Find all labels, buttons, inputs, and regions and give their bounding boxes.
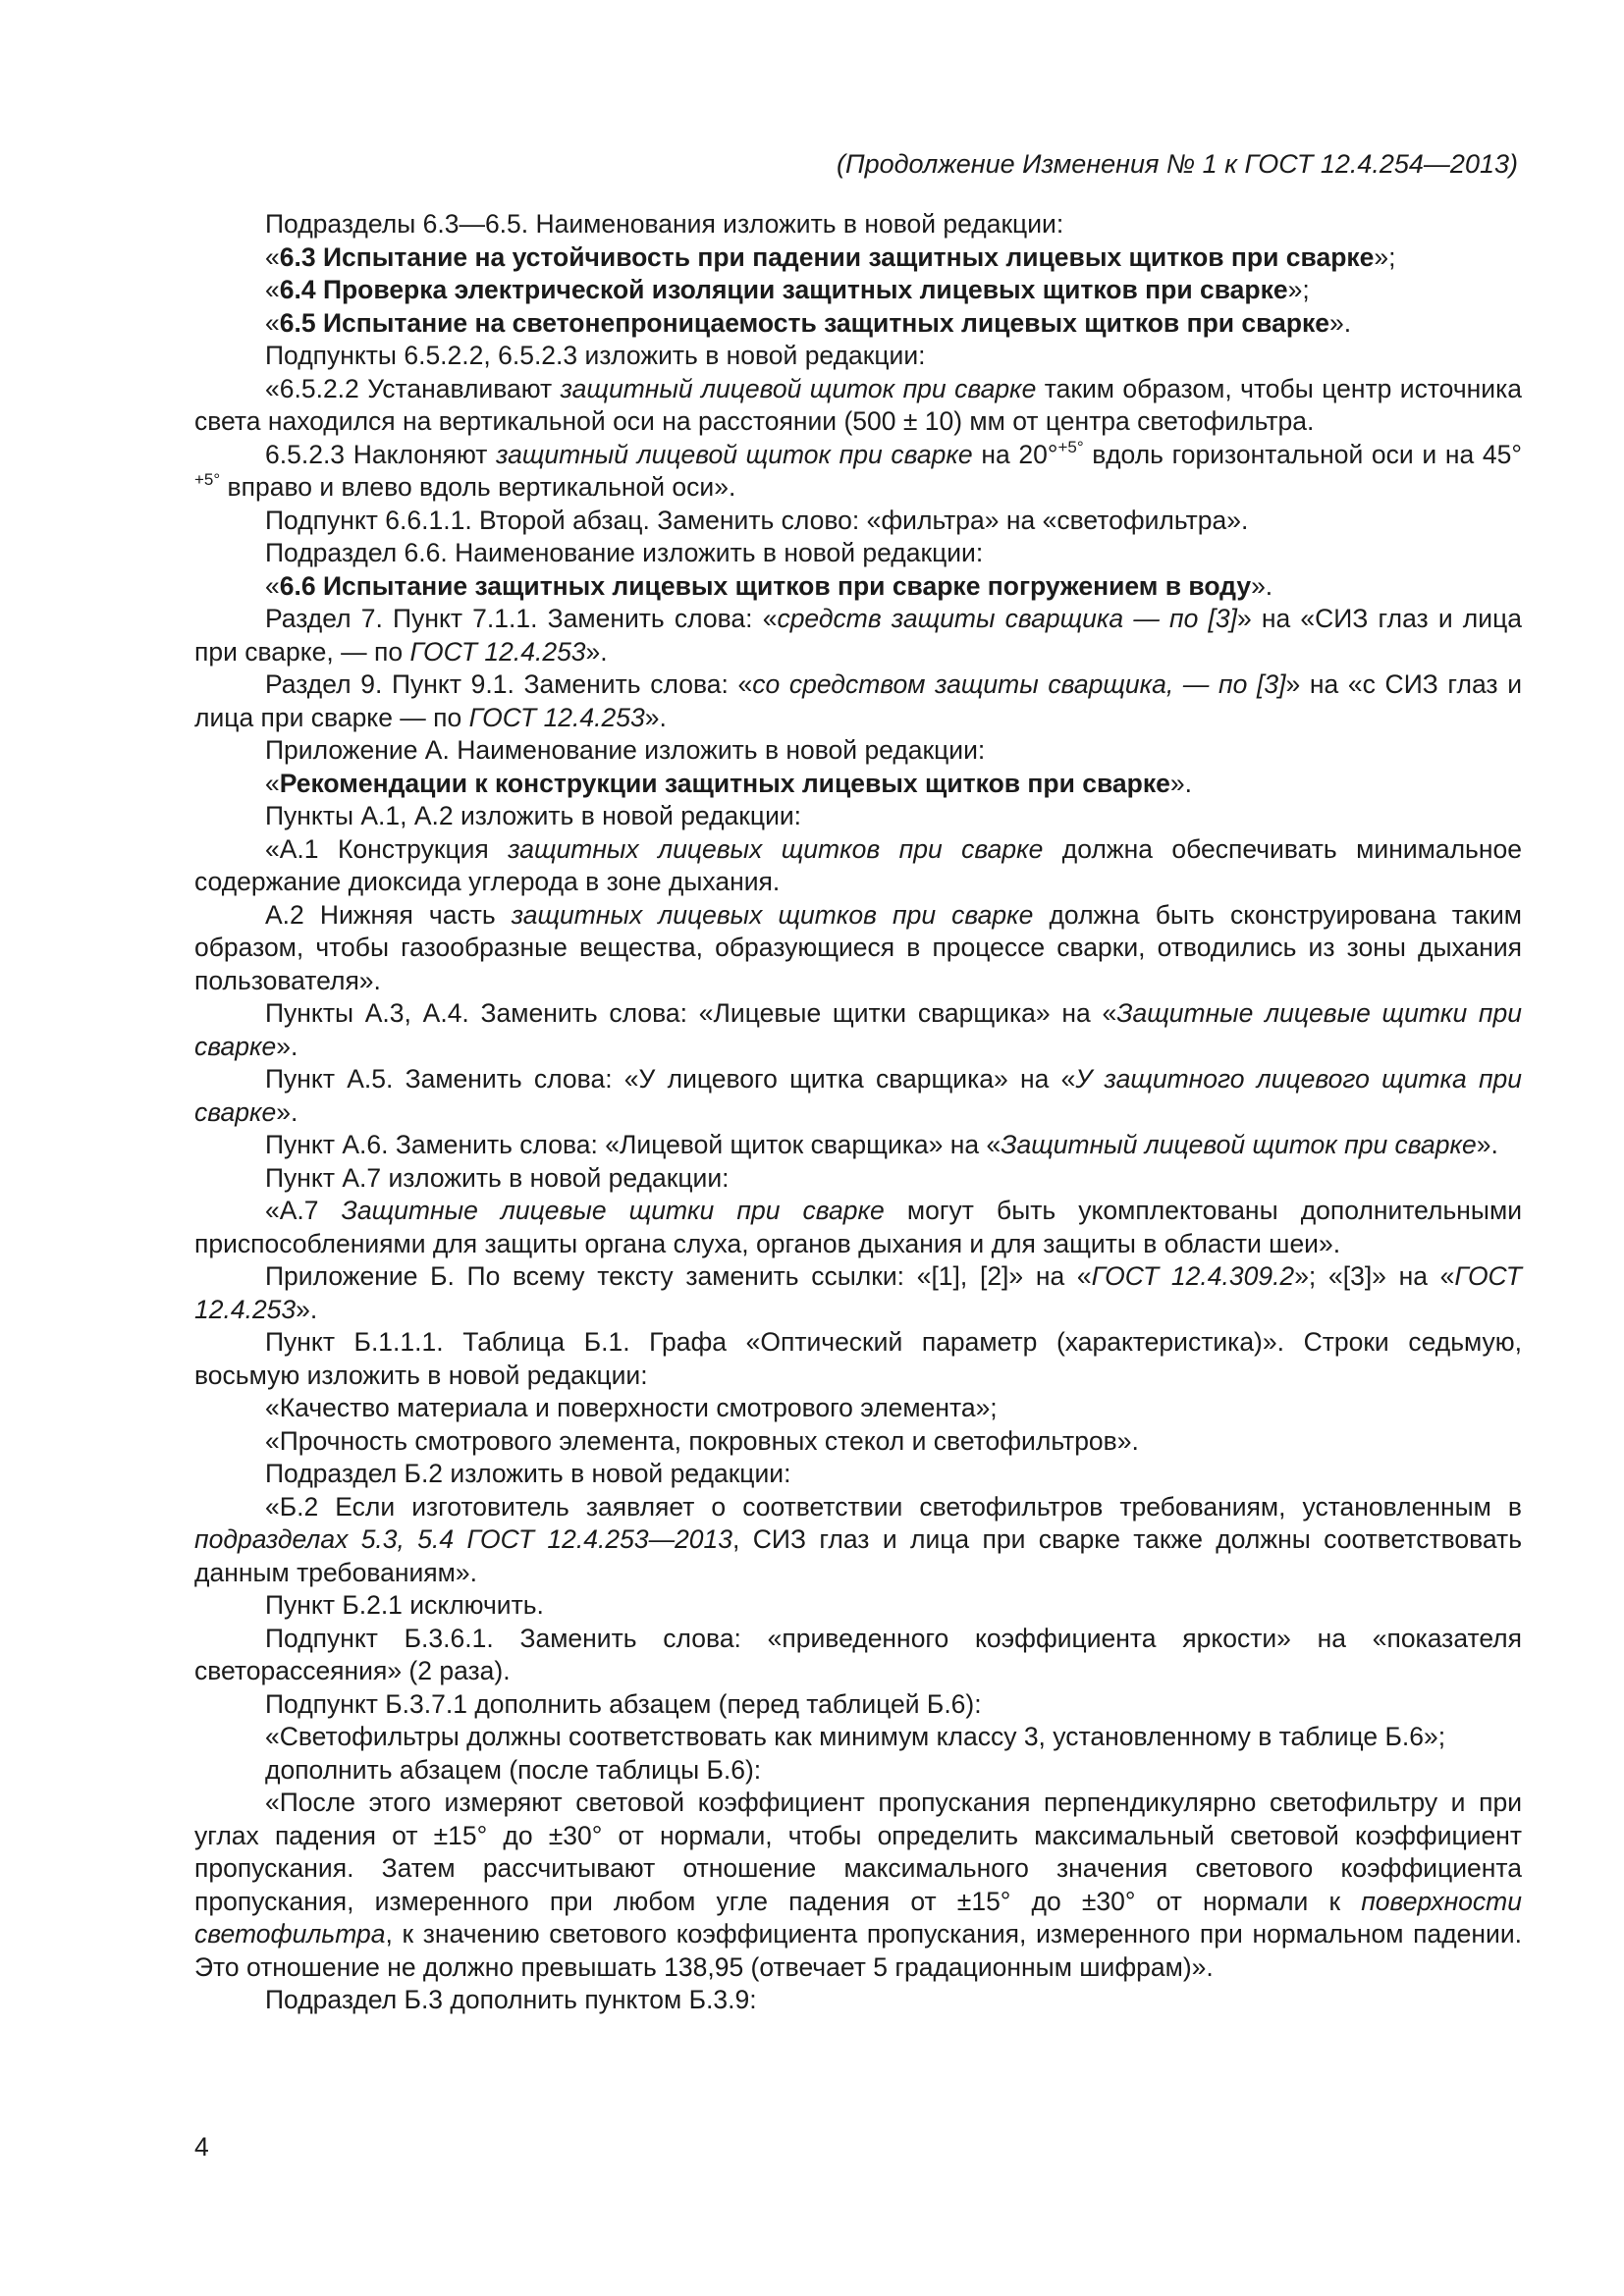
italic-text: Защитные лицевые щитки при сварке — [194, 998, 1522, 1061]
italic-text: У защитного лицевого щитка при сварке — [194, 1064, 1523, 1127]
paragraph — [194, 1787, 1522, 1984]
paragraph — [194, 668, 1522, 734]
italic-text: со средством защиты сварщика, — по [3] — [752, 669, 1286, 699]
bold-text: 6.3 Испытание на устойчивость при падении защитных лицевых щитков при сварке — [279, 241, 1375, 272]
paragraph — [194, 1491, 1522, 1590]
paragraph — [194, 1326, 1522, 1392]
text-run: « — [265, 307, 280, 338]
paragraph — [194, 241, 1522, 275]
text-run: ». — [1251, 570, 1273, 601]
text-run: Приложение Б. По всему тексту заменить ссылки: «[1], [2]» на « — [265, 1261, 1092, 1291]
text-run: « — [265, 570, 280, 601]
text-run: Пункт Б.2.1 исключить. — [265, 1590, 544, 1620]
text-run: Подраздел Б.2 изложить в новой редакции: — [265, 1459, 791, 1488]
text-run: «А.7 — [265, 1196, 342, 1225]
superscript: +5° — [194, 470, 221, 489]
text-run: Приложение А. Наименование изложить в новой редакции: — [265, 735, 986, 765]
text-run: Подраздел 6.6. Наименование изложить в новой редакции: — [265, 538, 984, 567]
text-run: 6.5.2.3 Наклоняют — [265, 439, 497, 469]
text-run: »; «[3]» на « — [1294, 1261, 1455, 1291]
paragraph — [194, 1623, 1522, 1688]
paragraph — [194, 997, 1522, 1063]
text-run: Раздел 7. Пункт 7.1.1. Заменить слова: « — [265, 604, 778, 633]
bold-text: 6.6 Испытание защитных лицевых щитков при сварке погружением в воду — [279, 570, 1252, 601]
text-run: « — [265, 275, 280, 304]
text-run: Пункт А.5. Заменить слова: «У лицевого щитка сварщика» на « — [265, 1064, 1076, 1094]
paragraph — [194, 800, 1522, 833]
bold-text: Рекомендации к конструкции защитных лицевых щитков при сварке — [279, 768, 1170, 798]
text-run: «После этого измеряют световой коэффициент пропускания перпендикулярно светофильтру и при углах падения от ±15° до ±30° от нормали, чтобы определить максимальный световой коэффициент пропускания. Затем рассчитывают отношение максимального значения светового коэффициента пропускания, измеренного при любом угле падения от ±15° до ±30° от нормали к — [194, 1788, 1522, 1916]
paragraph — [194, 1195, 1522, 1260]
paragraph — [194, 768, 1522, 801]
text-run: Пункт А.6. Заменить слова: «Лицевой щиток сварщика» на « — [265, 1130, 1001, 1159]
paragraph — [194, 734, 1522, 768]
text-run: » на «СИЗ глаз и лица при сварке, — по — [194, 604, 1522, 667]
paragraph — [194, 1688, 1522, 1722]
text-run: Раздел 9. Пункт 9.1. Заменить слова: « — [265, 669, 753, 699]
paragraph — [194, 603, 1522, 668]
italic-text: подразделах 5.3, 5.4 ГОСТ 12.4.253—2013 — [194, 1524, 733, 1554]
text-run: Пункт А.7 изложить в новой редакции: — [265, 1162, 730, 1193]
text-run: ». — [296, 1294, 318, 1324]
paragraph — [194, 1392, 1522, 1425]
text-run: могут быть укомплектованы дополнительными приспособлениями для защиты органа слуха, органов дыхания и для защиты в области шеи». — [194, 1196, 1522, 1258]
italic-text: Защитные лицевые щитки при сварке — [341, 1196, 885, 1225]
paragraph — [194, 340, 1522, 373]
italic-text: защитных лицевых щитков при сварке — [511, 899, 1034, 930]
text-run: , к значению светового коэффициента пропускания, измеренного при нормальном падении. Это отношение не должно превышать 138,95 (отвечает 5 градационным шифрам)». — [194, 1919, 1522, 1982]
text-run: «Прочность смотрового элемента, покровных стекол и светофильтров». — [265, 1425, 1139, 1456]
text-run: дополнить абзацем (после таблицы Б.6): — [265, 1754, 762, 1785]
paragraph — [194, 1984, 1522, 2017]
bold-text: 6.4 Проверка электрической изоляции защитных лицевых щитков при сварке — [279, 275, 1288, 304]
running-header: (Продолжение Изменения № 1 к ГОСТ 12.4.254—2013) — [837, 149, 1518, 179]
text-run: ». — [276, 1031, 298, 1061]
italic-text: поверхности светофильтра — [194, 1886, 1522, 1949]
document-body — [194, 208, 1522, 2017]
text-run: на 20° — [972, 439, 1058, 469]
text-run: ». — [276, 1096, 298, 1127]
text-run: А.2 Нижняя часть — [265, 899, 512, 930]
paragraph — [194, 208, 1522, 241]
text-run: вправо и влево вдоль вертикальной оси». — [220, 472, 736, 502]
text-run: ». — [644, 702, 667, 732]
paragraph — [194, 1754, 1522, 1788]
text-run: Пункт Б.1.1.1. Таблица Б.1. Графа «Оптический параметр (характеристика)». Строки седьмую, восьмую изложить в новой редакции: — [194, 1327, 1522, 1390]
superscript: +5° — [1057, 437, 1084, 456]
text-run: должна быть сконструирована таким образом, чтобы газообразные вещества, образующиеся в процессе сварки, отводились из зоны дыхания пользователя». — [194, 899, 1522, 995]
text-run: «Б.2 Если изготовитель заявляет о соответствии светофильтров требованиям, установленным в — [265, 1491, 1522, 1522]
text-run: Подпункт Б.3.6.1. Заменить слова: «приведенного коэффициента яркости» на «показателя светорассеяния» (2 раза). — [194, 1623, 1522, 1685]
italic-text: Защитный лицевой щиток при сварке — [1001, 1130, 1477, 1159]
text-run: Пункты А.1, А.2 изложить в новой редакции: — [265, 801, 802, 830]
text-run: »; — [1374, 241, 1396, 272]
paragraph — [194, 1260, 1522, 1326]
paragraph — [194, 439, 1522, 505]
italic-text: защитных лицевых щитков при сварке — [508, 833, 1044, 864]
paragraph — [194, 274, 1522, 307]
text-run: «А.1 Конструкция — [265, 833, 509, 864]
italic-text: ГОСТ 12.4.253 — [409, 636, 586, 667]
text-run: «Качество материала и поверхности смотрового элемента»; — [265, 1393, 998, 1422]
text-run: « — [265, 241, 280, 272]
text-run: Подпункты 6.5.2.2, 6.5.2.3 изложить в новой редакции: — [265, 341, 926, 370]
text-run: ». — [1329, 307, 1352, 338]
paragraph — [194, 373, 1522, 439]
italic-text: ГОСТ 12.4.253 — [468, 702, 645, 732]
text-run: , СИЗ глаз и лица при сварке также должны соответствовать данным требованиям». — [194, 1524, 1522, 1587]
paragraph — [194, 1162, 1522, 1196]
paragraph — [194, 1721, 1522, 1754]
text-run: ». — [1169, 768, 1192, 798]
text-run: «Светофильтры должны соответствовать как минимум классу 3, установленному в таблице Б.6»; — [265, 1722, 1446, 1751]
text-run: Подпункт 6.6.1.1. Второй абзац. Заменить слово: «фильтра» на «светофильтра». — [265, 505, 1249, 535]
text-run: »; — [1287, 275, 1310, 304]
text-run: «6.5.2.2 Устанавливают — [265, 373, 561, 403]
italic-text: ГОСТ 12.4.253 — [194, 1261, 1522, 1324]
paragraph — [194, 1063, 1522, 1129]
italic-text: средств защиты сварщика — по [3] — [777, 604, 1237, 633]
text-run: Подразделы 6.3—6.5. Наименования изложить в новой редакции: — [265, 209, 1064, 239]
text-run: вдоль горизонтальной оси и на 45° — [1083, 439, 1522, 469]
paragraph — [194, 1425, 1522, 1459]
text-run: Подпункт Б.3.7.1 дополнить абзацем (перед таблицей Б.6): — [265, 1688, 982, 1719]
italic-text: защитный лицевой щиток при сварке — [560, 373, 1037, 403]
bold-text: 6.5 Испытание на светонепроницаемость защитных лицевых щитков при сварке — [279, 307, 1330, 338]
text-run: таким образом, чтобы центр источника света находился на вертикальной оси на расстоянии (500 ± 10) мм от центра светофильтра. — [194, 373, 1522, 436]
text-run: » на «с СИЗ глаз и лица при сварке — по — [194, 669, 1522, 732]
italic-text: защитный лицевой щиток при сварке — [496, 439, 973, 469]
paragraph — [194, 505, 1522, 538]
text-run: Пункты А.3, А.4. Заменить слова: «Лицевые щитки сварщика» на « — [265, 998, 1117, 1028]
text-run: « — [265, 768, 280, 798]
paragraph — [194, 899, 1522, 998]
page-number: 4 — [194, 2132, 209, 2162]
text-run: ». — [585, 636, 608, 667]
paragraph — [194, 537, 1522, 570]
paragraph — [194, 570, 1522, 604]
paragraph — [194, 1129, 1522, 1162]
text-run: ». — [1476, 1130, 1498, 1159]
italic-text: ГОСТ 12.4.309.2 — [1091, 1261, 1295, 1291]
paragraph — [194, 307, 1522, 341]
text-run: должна обеспечивать минимальное содержание диоксида углерода в зоне дыхания. — [194, 833, 1522, 896]
paragraph — [194, 1589, 1522, 1623]
paragraph — [194, 1458, 1522, 1491]
text-run: Подраздел Б.3 дополнить пунктом Б.3.9: — [265, 1985, 757, 2014]
paragraph — [194, 833, 1522, 899]
